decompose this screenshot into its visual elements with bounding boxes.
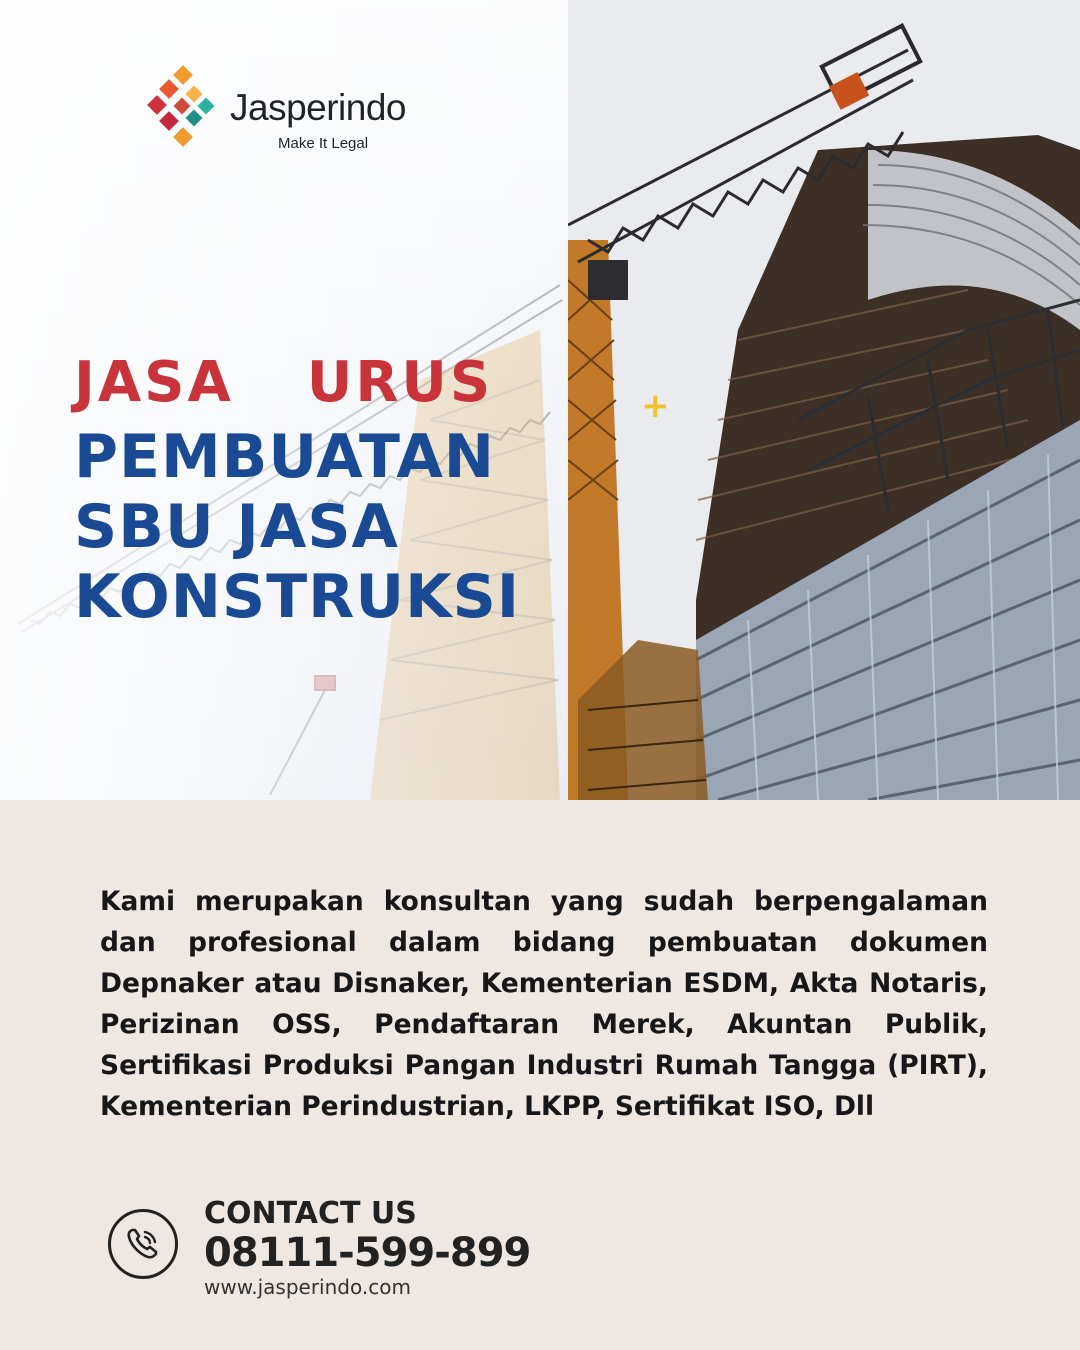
brand-tagline: Make It Legal: [278, 135, 369, 152]
phone-icon[interactable]: [108, 1209, 178, 1279]
company-description: Kami merupakan konsultan yang sudah berpengalaman dan profesional dalam bidang pembuatan dokumen Depnaker atau Disnaker, Kementerian ESDM, Akta Notaris, Perizinan OSS, Pendaftaran Merek, Akuntan Publik, Sertifikasi Produksi Pangan Industri Rumah Tangga (PIRT), Kementerian Perindustrian, LKPP, Sertifikat ISO, Dll: [100, 886, 988, 1122]
brand-name: Jasperindo: [230, 87, 407, 128]
headline-line-sbu-jasa: SBU JASA: [74, 492, 399, 562]
contact-phone-number[interactable]: 08111-599-899: [204, 1230, 531, 1276]
brand-logo: [145, 63, 425, 158]
sparkle-icon: +: [641, 386, 670, 426]
headline-line-pembuatan: PEMBUATAN: [74, 422, 495, 492]
contact-website-link[interactable]: www.jasperindo.com: [204, 1275, 411, 1299]
phone-handset-icon: [125, 1226, 161, 1262]
headline-line-konstruksi: KONSTRUKSI: [74, 562, 521, 632]
contact-block: [108, 1196, 708, 1306]
contact-us-label: CONTACT US: [204, 1196, 417, 1231]
headline-jasa-urus: JASA URUS: [74, 350, 494, 415]
jasperindo-logo-mark-icon: [145, 63, 225, 158]
headline-service-title: [74, 422, 520, 632]
